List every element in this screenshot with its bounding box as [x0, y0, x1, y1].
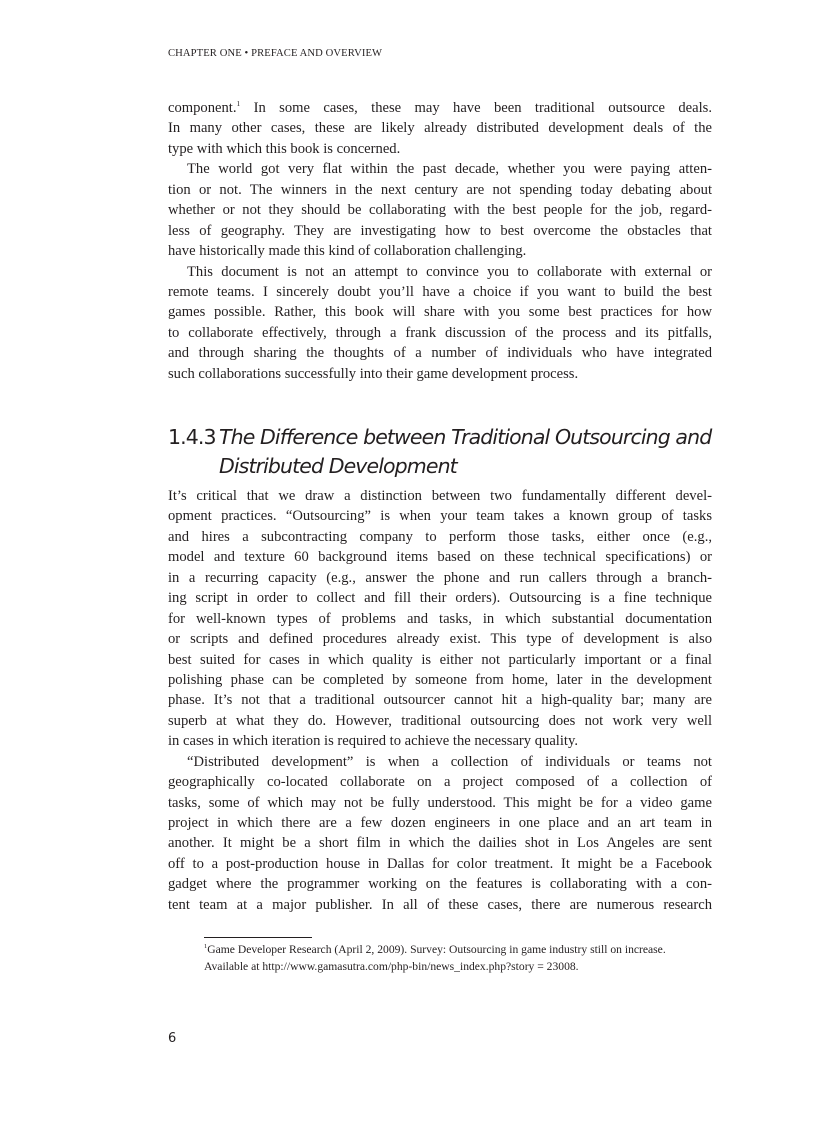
text-line: whether or not they should be collaborating with the best people for the job, regard-: [168, 202, 712, 219]
text-line: remote teams. I sincerely doubt you’ll have a choice if you want to build the best: [168, 283, 712, 300]
footnote-separator: [204, 937, 312, 938]
page-number: 6: [168, 1031, 177, 1046]
text-line: have historically made this kind of collaboration challenging.: [168, 243, 527, 260]
text-line: in cases in which iteration is required to achieve the necessary quality.: [168, 733, 578, 750]
text-line: polishing phase can be completed by someone from home, later in the development: [168, 671, 712, 688]
text-line: to collaborate effectively, through a frank discussion of the process and its pitfalls,: [168, 324, 712, 341]
text-line: type with which this book is concerned.: [168, 140, 401, 157]
text-line: superb at what they do. However, traditional outsourcing does not work very well: [168, 712, 712, 729]
footnote-line: [204, 942, 714, 959]
text-line: tion or not. The winners in the next century are not spending today debating about: [168, 181, 712, 198]
text-line: such collaborations successfully into their game development process.: [168, 365, 579, 382]
section-text-block: [168, 486, 712, 915]
text-fragment: In some cases, these may have been traditional outsource deals.: [240, 100, 712, 116]
text-line: in a recurring capacity (e.g., answer the phone and run callers through a branch-: [168, 569, 712, 586]
footnote-marker: 1: [204, 943, 208, 950]
section-title-line-2: Distributed Development: [219, 454, 457, 478]
text-line: This document is not an attempt to convince you to collaborate with external or: [187, 263, 712, 280]
running-head: CHAPTER ONE • PREFACE AND OVERVIEW: [168, 48, 383, 59]
footnote: [204, 942, 714, 975]
text-line: or scripts and defined procedures already exist. This type of development is also: [168, 631, 712, 648]
text-fragment: component.: [168, 100, 237, 116]
text-line: off to a post-production house in Dallas for color treatment. It might be a Facebook: [168, 855, 712, 872]
text-line: phase. It’s not that a traditional outsourcer cannot hit a high-quality bar; many are: [168, 692, 712, 709]
text-line: In many other cases, these are likely already distributed development deals of the: [168, 120, 712, 137]
text-line: games possible. Rather, this book will share with you some best practices for how: [168, 304, 712, 321]
text-line: best suited for cases in which quality is either not particularly important or a final: [168, 651, 712, 668]
text-line: and through sharing the thoughts of a number of individuals who have integrated: [168, 345, 712, 362]
paragraph: [168, 752, 712, 916]
text-line: The world got very flat within the past decade, whether you were paying atten-: [187, 161, 712, 178]
text-line: gadget where the programmer working on the features is collaborating with a con-: [168, 876, 712, 893]
section-heading: [168, 423, 711, 481]
text-line: tasks, some of which may not be fully understood. This might be for a video game: [168, 794, 712, 811]
text-line: tent team at a major publisher. In all of these cases, there are numerous research: [168, 896, 712, 913]
footnote-line: Available at http://www.gamasutra.com/php-bin/news_index.php?story = 23008.: [204, 959, 579, 973]
text-line: ing script in order to collect and fill their orders). Outsourcing is a fine technique: [168, 590, 712, 607]
footnote-reference[interactable]: 1: [236, 99, 241, 108]
text-line: model and texture 60 background items based on these technical specifications) or: [168, 549, 712, 566]
paragraph: [168, 486, 712, 752]
section-number: 1.4.3: [168, 425, 216, 449]
text-line: geographically co-located collaborate on a project composed of a collection of: [168, 774, 712, 791]
paragraph: [168, 98, 712, 159]
intro-text-block: [168, 98, 712, 384]
footnote-text: Game Developer Research (April 2, 2009). Survey: Outsourcing in game industry still on increase.: [207, 943, 666, 956]
text-line: It’s critical that we draw a distinction between two fundamentally different devel-: [168, 488, 712, 504]
text-line: project in which there are a few dozen engineers in one place and an art team in: [168, 815, 712, 831]
text-line: for well-known types of problems and tasks, in which substantial documentation: [168, 610, 712, 627]
text-line: another. It might be a short film in which the dailies shot in Los Angeles are sent: [168, 835, 712, 852]
text-line: “Distributed development” is when a collection of individuals or teams not: [187, 753, 712, 770]
text-line: less of geography. They are investigating how to best overcome the obstacles that: [168, 222, 712, 239]
text-line: [168, 98, 712, 118]
paragraph: [168, 159, 712, 261]
text-line: opment practices. “Outsourcing” is when your team takes a known group of tasks: [168, 508, 712, 525]
text-line: and hires a subcontracting company to perform those tasks, either once (e.g.,: [168, 528, 712, 545]
paragraph: [168, 262, 712, 385]
section-title-line-1: The Difference between Traditional Outsourcing and: [219, 425, 712, 449]
